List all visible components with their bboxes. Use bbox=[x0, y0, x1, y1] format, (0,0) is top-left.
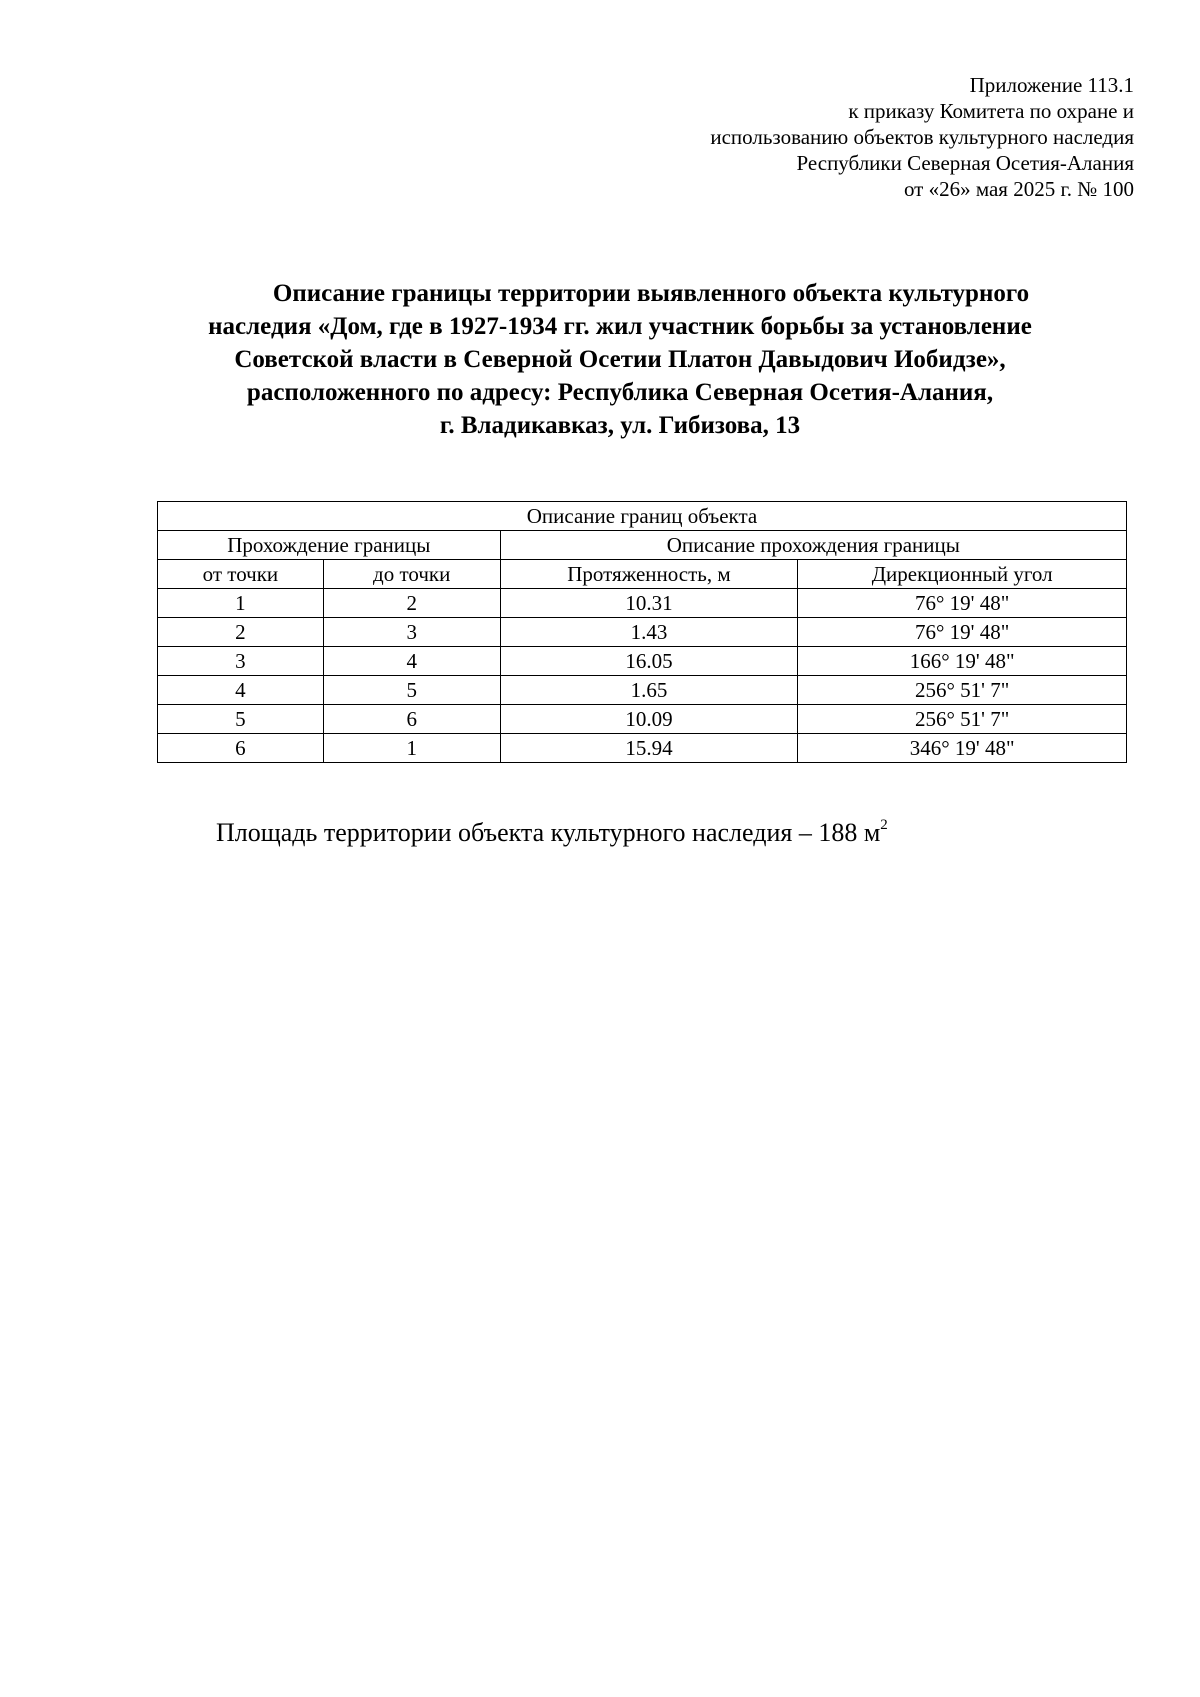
appendix-line: от «26» мая 2025 г. № 100 bbox=[903, 177, 1134, 201]
appendix-line: использованию объектов культурного наследия bbox=[710, 125, 1134, 149]
appendix-block bbox=[710, 72, 1134, 202]
cell-angle: 166° 19' 48" bbox=[798, 647, 1127, 676]
cell-length: 15.94 bbox=[500, 734, 798, 763]
title-line: г. Владикавказ, ул. Гибизова, 13 bbox=[439, 412, 801, 439]
cell-length: 10.31 bbox=[500, 589, 798, 618]
cell-length: 1.43 bbox=[500, 618, 798, 647]
cell-from: 2 bbox=[158, 618, 324, 647]
header-passage: Прохождение границы bbox=[158, 531, 501, 560]
cell-from: 5 bbox=[158, 705, 324, 734]
cell-from: 6 bbox=[158, 734, 324, 763]
area-text: Площадь территории объекта культурного наследия – 188 м bbox=[216, 818, 881, 847]
document-title bbox=[150, 277, 1090, 442]
cell-angle: 76° 19' 48" bbox=[798, 589, 1127, 618]
appendix-line: Приложение 113.1 bbox=[969, 73, 1134, 97]
title-line: расположенного по адресу: Республика Северная Осетия-Алания, bbox=[246, 379, 994, 406]
cell-angle: 346° 19' 48" bbox=[798, 734, 1127, 763]
cell-to: 6 bbox=[323, 705, 500, 734]
appendix-line: Республики Северная Осетия-Алания bbox=[796, 151, 1134, 175]
table-column-header-row bbox=[158, 560, 1127, 589]
appendix-line: к приказу Комитета по охране и bbox=[848, 99, 1134, 123]
table-row bbox=[158, 647, 1127, 676]
cell-from: 1 bbox=[158, 589, 324, 618]
title-line: Описание границы территории выявленного объекта культурного bbox=[272, 280, 1030, 307]
table-group-header-row bbox=[158, 531, 1127, 560]
cell-angle: 76° 19' 48" bbox=[798, 618, 1127, 647]
area-statement bbox=[216, 816, 888, 850]
title-line: наследия «Дом, где в 1927-1934 гг. жил участник борьбы за установление bbox=[208, 313, 1032, 340]
cell-to: 3 bbox=[323, 618, 500, 647]
header-angle: Дирекционный угол bbox=[798, 560, 1127, 589]
cell-length: 1.65 bbox=[500, 676, 798, 705]
cell-to: 5 bbox=[323, 676, 500, 705]
table-row bbox=[158, 589, 1127, 618]
cell-to: 4 bbox=[323, 647, 500, 676]
title-line: Советской власти в Северной Осетии Платон Давыдович Иобидзе», bbox=[234, 346, 1006, 373]
area-superscript: 2 bbox=[880, 817, 888, 833]
header-length: Протяженность, м bbox=[500, 560, 798, 589]
cell-to: 1 bbox=[323, 734, 500, 763]
cell-from: 3 bbox=[158, 647, 324, 676]
header-to-point: до точки bbox=[323, 560, 500, 589]
cell-from: 4 bbox=[158, 676, 324, 705]
table-caption: Описание границ объекта bbox=[158, 502, 1127, 531]
cell-angle: 256° 51' 7" bbox=[798, 676, 1127, 705]
table-row bbox=[158, 618, 1127, 647]
cell-length: 10.09 bbox=[500, 705, 798, 734]
table-row bbox=[158, 705, 1127, 734]
header-from-point: от точки bbox=[158, 560, 324, 589]
cell-angle: 256° 51' 7" bbox=[798, 705, 1127, 734]
cell-to: 2 bbox=[323, 589, 500, 618]
boundary-table bbox=[157, 501, 1127, 763]
header-description: Описание прохождения границы bbox=[500, 531, 1126, 560]
table-caption-row bbox=[158, 502, 1127, 531]
table-row bbox=[158, 676, 1127, 705]
cell-length: 16.05 bbox=[500, 647, 798, 676]
table-row bbox=[158, 734, 1127, 763]
